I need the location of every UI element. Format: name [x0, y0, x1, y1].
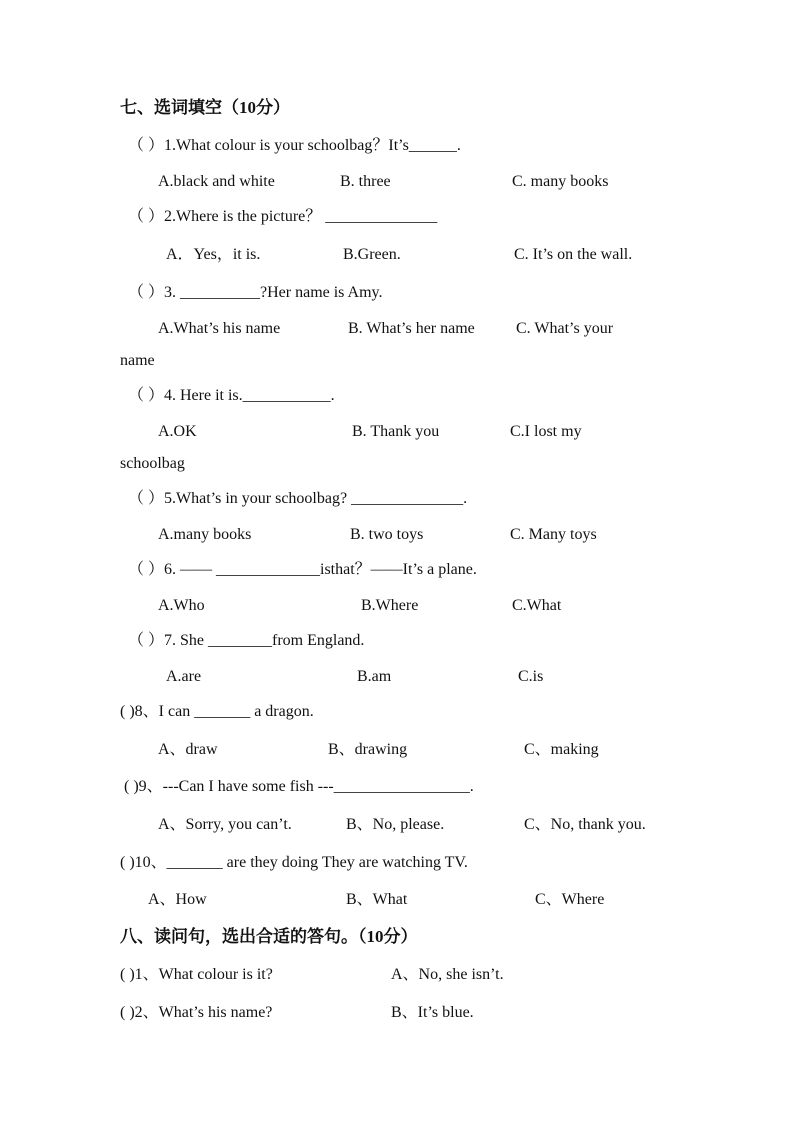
- question-6-stem: （ ）6. —— _____________isthat？——It’s a plane.: [128, 561, 477, 578]
- question-10-stem: ( )10、_______ are they doing They are watching TV.: [120, 854, 468, 871]
- question-7-option-c: C.is: [518, 668, 544, 685]
- question-9-option-b: B、No, please.: [346, 816, 445, 833]
- question-1-option-b: B. three: [340, 173, 391, 190]
- question-6-option-c: C.What: [512, 597, 562, 614]
- question-10-option-a: A、How: [148, 891, 207, 908]
- question-5-stem: （ ）5.What’s in your schoolbag? ______________.: [128, 490, 468, 507]
- match-answer-a: A、No, she isn’t.: [391, 966, 504, 983]
- question-7-stem: （ ）7. She ________from England.: [128, 632, 365, 649]
- question-7-option-b: B.am: [357, 668, 392, 685]
- question-6-option-a: A.Who: [158, 597, 205, 614]
- question-5-option-c: C. Many toys: [510, 526, 597, 543]
- question-2-stem: （ ）2.Where is the picture？ ______________: [128, 208, 438, 225]
- match-answer-b: B、It’s blue.: [391, 1004, 474, 1021]
- question-8-option-c: C、making: [524, 741, 599, 758]
- question-6-option-b: B.Where: [361, 597, 419, 614]
- question-10-option-c: C、Where: [535, 891, 605, 908]
- match-question-1: ( )1、What colour is it?: [120, 966, 273, 983]
- question-3-option-c-wrap: name: [120, 352, 155, 369]
- question-1-stem: （ ）1.What colour is your schoolbag？It’s______.: [128, 137, 461, 154]
- match-question-2: ( )2、What’s his name?: [120, 1004, 273, 1021]
- question-5-option-b: B. two toys: [350, 526, 424, 543]
- question-4-option-a: A.OK: [158, 423, 197, 440]
- question-10-option-b: B、What: [346, 891, 408, 908]
- question-2-option-a: A．Yes，it is.: [166, 246, 261, 263]
- question-4-option-c: C.I lost my: [510, 423, 582, 440]
- question-3-option-a: A.What’s his name: [158, 320, 281, 337]
- question-1-option-c: C. many books: [512, 173, 609, 190]
- question-3-option-b: B. What’s her name: [348, 320, 475, 337]
- question-8-stem: ( )8、I can _______ a dragon.: [120, 703, 314, 720]
- question-3-stem: （ ）3. __________?Her name is Amy.: [128, 284, 383, 301]
- question-9-option-c: C、No, thank you.: [524, 816, 646, 833]
- question-3-option-c: C. What’s your: [516, 320, 614, 337]
- question-9-option-a: A、Sorry, you can’t.: [158, 816, 292, 833]
- question-4-option-b: B. Thank you: [352, 423, 440, 440]
- question-8-option-a: A、draw: [158, 741, 218, 758]
- question-2-option-c: C. It’s on the wall.: [514, 246, 633, 263]
- question-4-option-c-wrap: schoolbag: [120, 455, 185, 472]
- question-8-option-b: B、drawing: [328, 741, 408, 758]
- question-9-stem: ( )9、---Can I have some fish ---_________________.: [124, 778, 474, 795]
- question-5-option-a: A.many books: [158, 526, 252, 543]
- question-2-option-b: B.Green.: [343, 246, 401, 263]
- section-8-title: 八、读问句，选出合适的答句。（10分）: [120, 927, 418, 946]
- section-7-title: 七、选词填空（10分）: [120, 98, 290, 117]
- question-4-stem: （ ）4. Here it is.___________.: [128, 387, 335, 404]
- question-7-option-a: A.are: [166, 668, 202, 685]
- question-1-option-a: A.black and white: [158, 173, 275, 190]
